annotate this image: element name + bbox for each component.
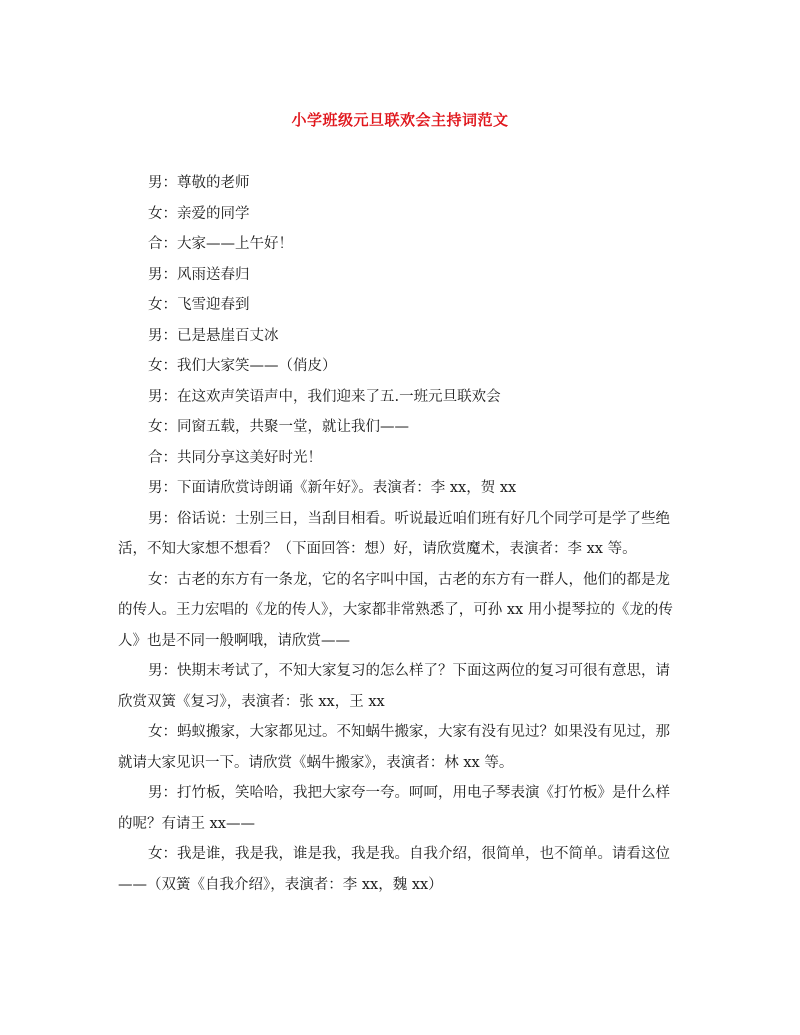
paragraph: 女：蚂蚁搬家，大家都见过。不知蜗牛搬家，大家有没有见过？如果没有见过，那就请大家见识一下。请欣赏《蜗牛搬家》，表演者：林 xx 等。 [118,724,670,771]
paragraph: 男：快期末考试了，不知大家复习的怎么样了？下面这两位的复习可很有意思，请欣赏双簧《复习》，表演者：张 xx，王 xx [118,663,670,710]
paragraph: 女：亲爱的同学 [148,205,250,222]
paragraph: 男：尊敬的老师 [148,175,250,191]
document-title: 小学班级元旦联欢会主持词范文 [291,111,509,129]
paragraph: 合：共同分享这美好时光！ [148,449,322,466]
paragraph: 女：我们大家笑——（俏皮） [148,358,337,374]
paragraph: 男：风雨送春归 [148,266,250,283]
paragraph: 男：在这欢声笑语声中，我们迎来了五.一班元旦联欢会 [148,388,501,405]
paragraph: 女：飞雪迎春到 [148,297,250,313]
paragraph: 女：古老的东方有一条龙，它的名字叫中国，古老的东方有一群人，他们的都是龙的传人。王力宏唱的《龙的传人》，大家都非常熟悉了，可孙 xx 用小提琴拉的《龙的传人》也是不同一般啊哦，请欣赏—— [118,571,673,649]
paragraph: 男：已是悬崖百丈冰 [148,327,279,344]
paragraph: 男：打竹板，笑哈哈，我把大家夸一夸。呵呵，用电子琴表演《打竹板》是什么样的呢？有请王 xx—— [118,785,670,832]
document-body [118,168,684,900]
paragraph: 女：我是谁，我是我，谁是我，我是我。自我介绍，很简单，也不简单。请看这位——（双簧《自我介绍》，表演者：李 xx，魏 xx） [118,846,670,893]
paragraph: 男：下面请欣赏诗朗诵《新年好》。表演者：李 xx，贺 xx [148,480,517,496]
paragraph: 合：大家——上午好！ [148,236,293,252]
paragraph: 男：俗话说：士别三日，当刮目相看。听说最近咱们班有好几个同学可是学了些绝活，不知大家想不想看？（下面回答：想）好，请欣赏魔术，表演者：李 xx 等。 [118,510,670,557]
paragraph: 女：同窗五载，共聚一堂，就让我们—— [148,419,409,435]
